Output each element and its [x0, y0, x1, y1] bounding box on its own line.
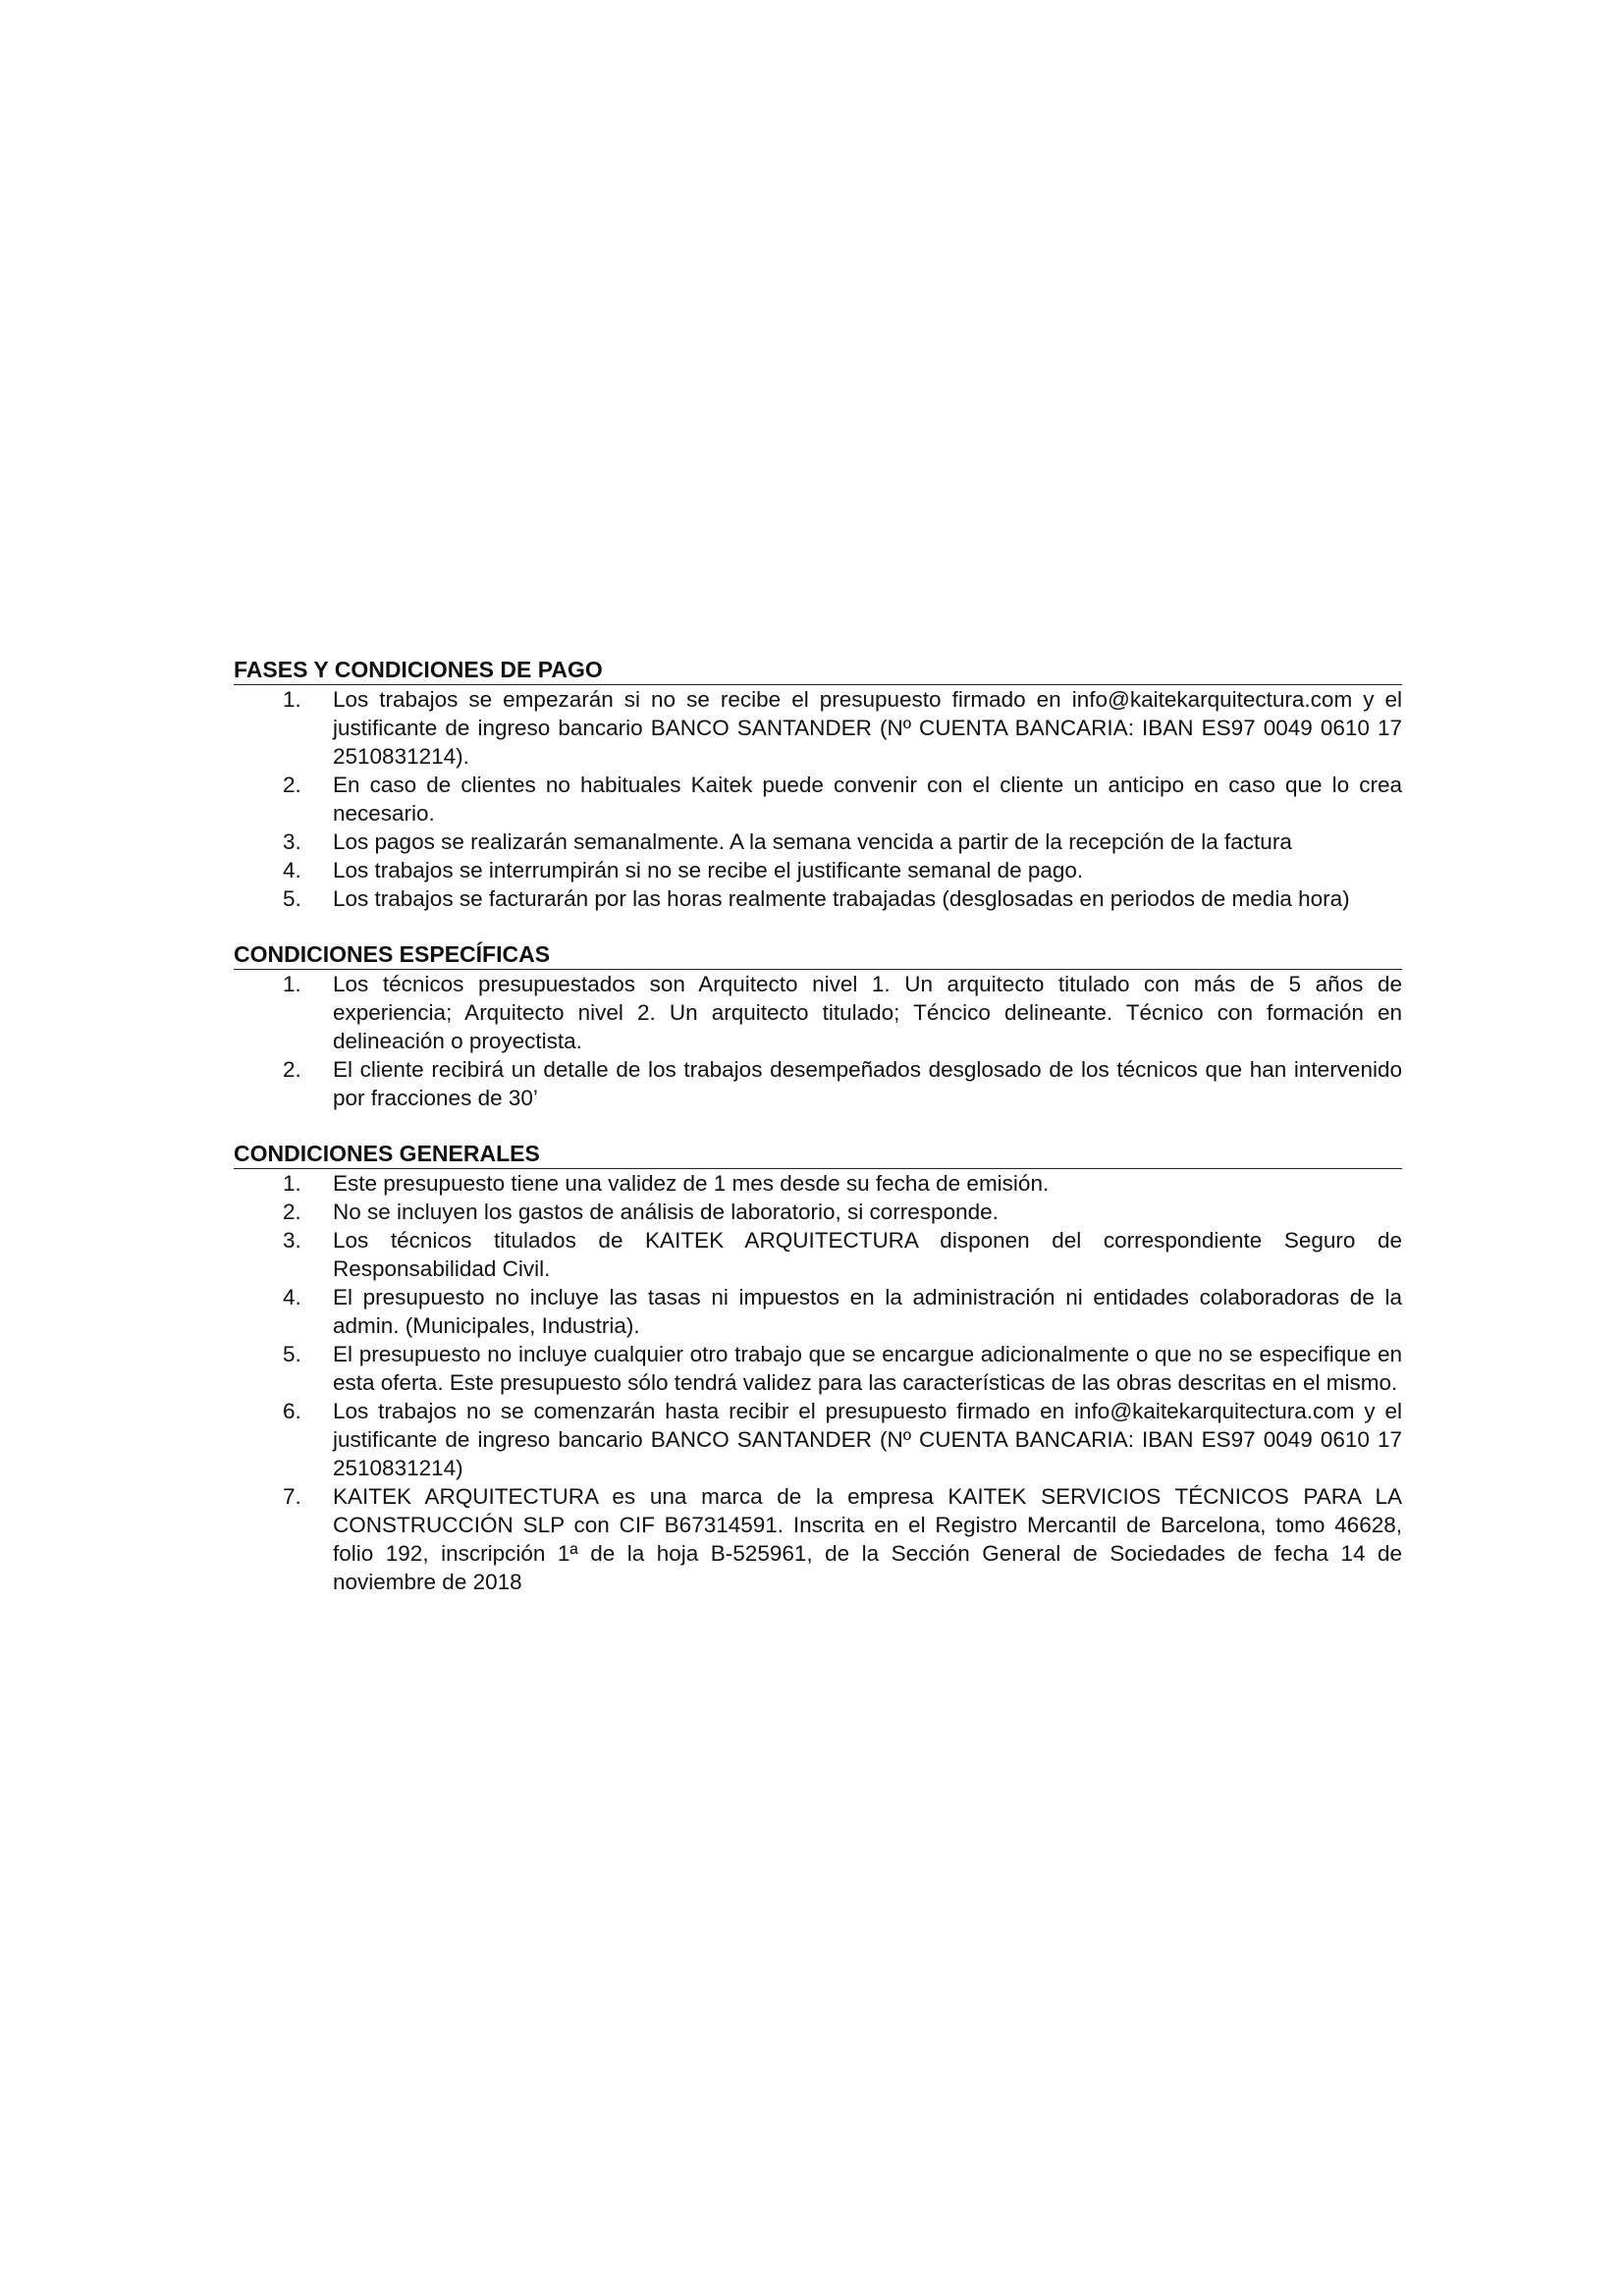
item-number: 3. [283, 829, 301, 854]
item-number: 2. [283, 1200, 301, 1224]
item-text: Los trabajos se empezarán si no se recibe el presupuesto firmado en info@kaitekarquitectura.com y el justificante de ingreso bancario BANCO SANTANDER (Nº CUENTA BANCARIA: IBAN ES97 0049 0610 17 2510831214). [333, 687, 1402, 769]
item-number: 1. [283, 1171, 301, 1196]
section-heading: FASES Y CONDICIONES DE PAGO [234, 656, 1402, 685]
item-number: 4. [283, 858, 301, 882]
list-item [234, 884, 1402, 913]
item-number: 7. [283, 1484, 301, 1509]
list-item [234, 685, 1402, 771]
list-item [234, 1226, 1402, 1283]
general-conditions-list [234, 1169, 1402, 1596]
list-item [234, 970, 1402, 1055]
list-item [234, 1169, 1402, 1198]
item-text: El presupuesto no incluye cualquier otro trabajo que se encargue adicionalmente o que no se especifique en esta oferta. Este presupuesto sólo tendrá validez para las características de las obras descritas en el mismo. [333, 1342, 1402, 1395]
item-text: El cliente recibirá un detalle de los trabajos desempeñados desglosado de los técnicos que han intervenido por fracciones de 30’ [333, 1057, 1402, 1110]
list-item [234, 1198, 1402, 1226]
item-text: Los trabajos se interrumpirán si no se recibe el justificante semanal de pago. [333, 858, 1084, 882]
section-heading: CONDICIONES GENERALES [234, 1140, 1402, 1169]
payment-conditions-list [234, 685, 1402, 913]
item-text: En caso de clientes no habituales Kaitek puede convenir con el cliente un anticipo en caso que lo crea necesario. [333, 773, 1402, 826]
list-item [234, 771, 1402, 828]
item-number: 4. [283, 1285, 301, 1309]
document-body [234, 656, 1402, 1624]
list-item [234, 1482, 1402, 1596]
list-item [234, 828, 1402, 856]
section-specific-conditions [234, 940, 1402, 1112]
item-text: El presupuesto no incluye las tasas ni impuestos en la administración ni entidades colaboradoras de la admin. (Municipales, Industria). [333, 1285, 1402, 1338]
item-number: 1. [283, 687, 301, 712]
list-item [234, 1340, 1402, 1397]
item-text: KAITEK ARQUITECTURA es una marca de la empresa KAITEK SERVICIOS TÉCNICOS PARA LA CONSTRUCCIÓN SLP con CIF B67314591. Inscrita en el Registro Mercantil de Barcelona, tomo 46628, folio 192, inscripción 1ª de la hoja B-525961, de la Sección General de Sociedades de fecha 14 de noviembre de 2018 [333, 1484, 1402, 1594]
list-item [234, 1055, 1402, 1112]
item-text: Este presupuesto tiene una validez de 1 mes desde su fecha de emisión. [333, 1171, 1050, 1196]
item-number: 3. [283, 1228, 301, 1253]
item-text: No se incluyen los gastos de análisis de laboratorio, si corresponde. [333, 1200, 999, 1224]
item-number: 5. [283, 886, 301, 911]
list-item [234, 856, 1402, 884]
item-text: Los técnicos presupuestados son Arquitecto nivel 1. Un arquitecto titulado con más de 5 años de experiencia; Arquitecto nivel 2. Un arquitecto titulado; Téncico delineante. Técnico con formación en delineación o proyectista. [333, 972, 1402, 1053]
list-item [234, 1283, 1402, 1340]
item-number: 6. [283, 1399, 301, 1423]
specific-conditions-list [234, 970, 1402, 1112]
item-text: Los técnicos titulados de KAITEK ARQUITECTURA disponen del correspondiente Seguro de Responsabilidad Civil. [333, 1228, 1402, 1281]
section-general-conditions [234, 1140, 1402, 1596]
section-payment-conditions [234, 656, 1402, 913]
item-text: Los pagos se realizarán semanalmente. A la semana vencida a partir de la recepción de la factura [333, 829, 1292, 854]
item-text: Los trabajos no se comenzarán hasta recibir el presupuesto firmado en info@kaitekarquitectura.com y el justificante de ingreso bancario BANCO SANTANDER (Nº CUENTA BANCARIA: IBAN ES97 0049 0610 17 2510831214) [333, 1399, 1402, 1480]
item-number: 2. [283, 773, 301, 797]
item-number: 5. [283, 1342, 301, 1366]
item-number: 2. [283, 1057, 301, 1082]
section-heading: CONDICIONES ESPECÍFICAS [234, 940, 1402, 970]
list-item [234, 1397, 1402, 1482]
item-text: Los trabajos se facturarán por las horas realmente trabajadas (desglosadas en periodos de media hora) [333, 886, 1350, 911]
item-number: 1. [283, 972, 301, 996]
